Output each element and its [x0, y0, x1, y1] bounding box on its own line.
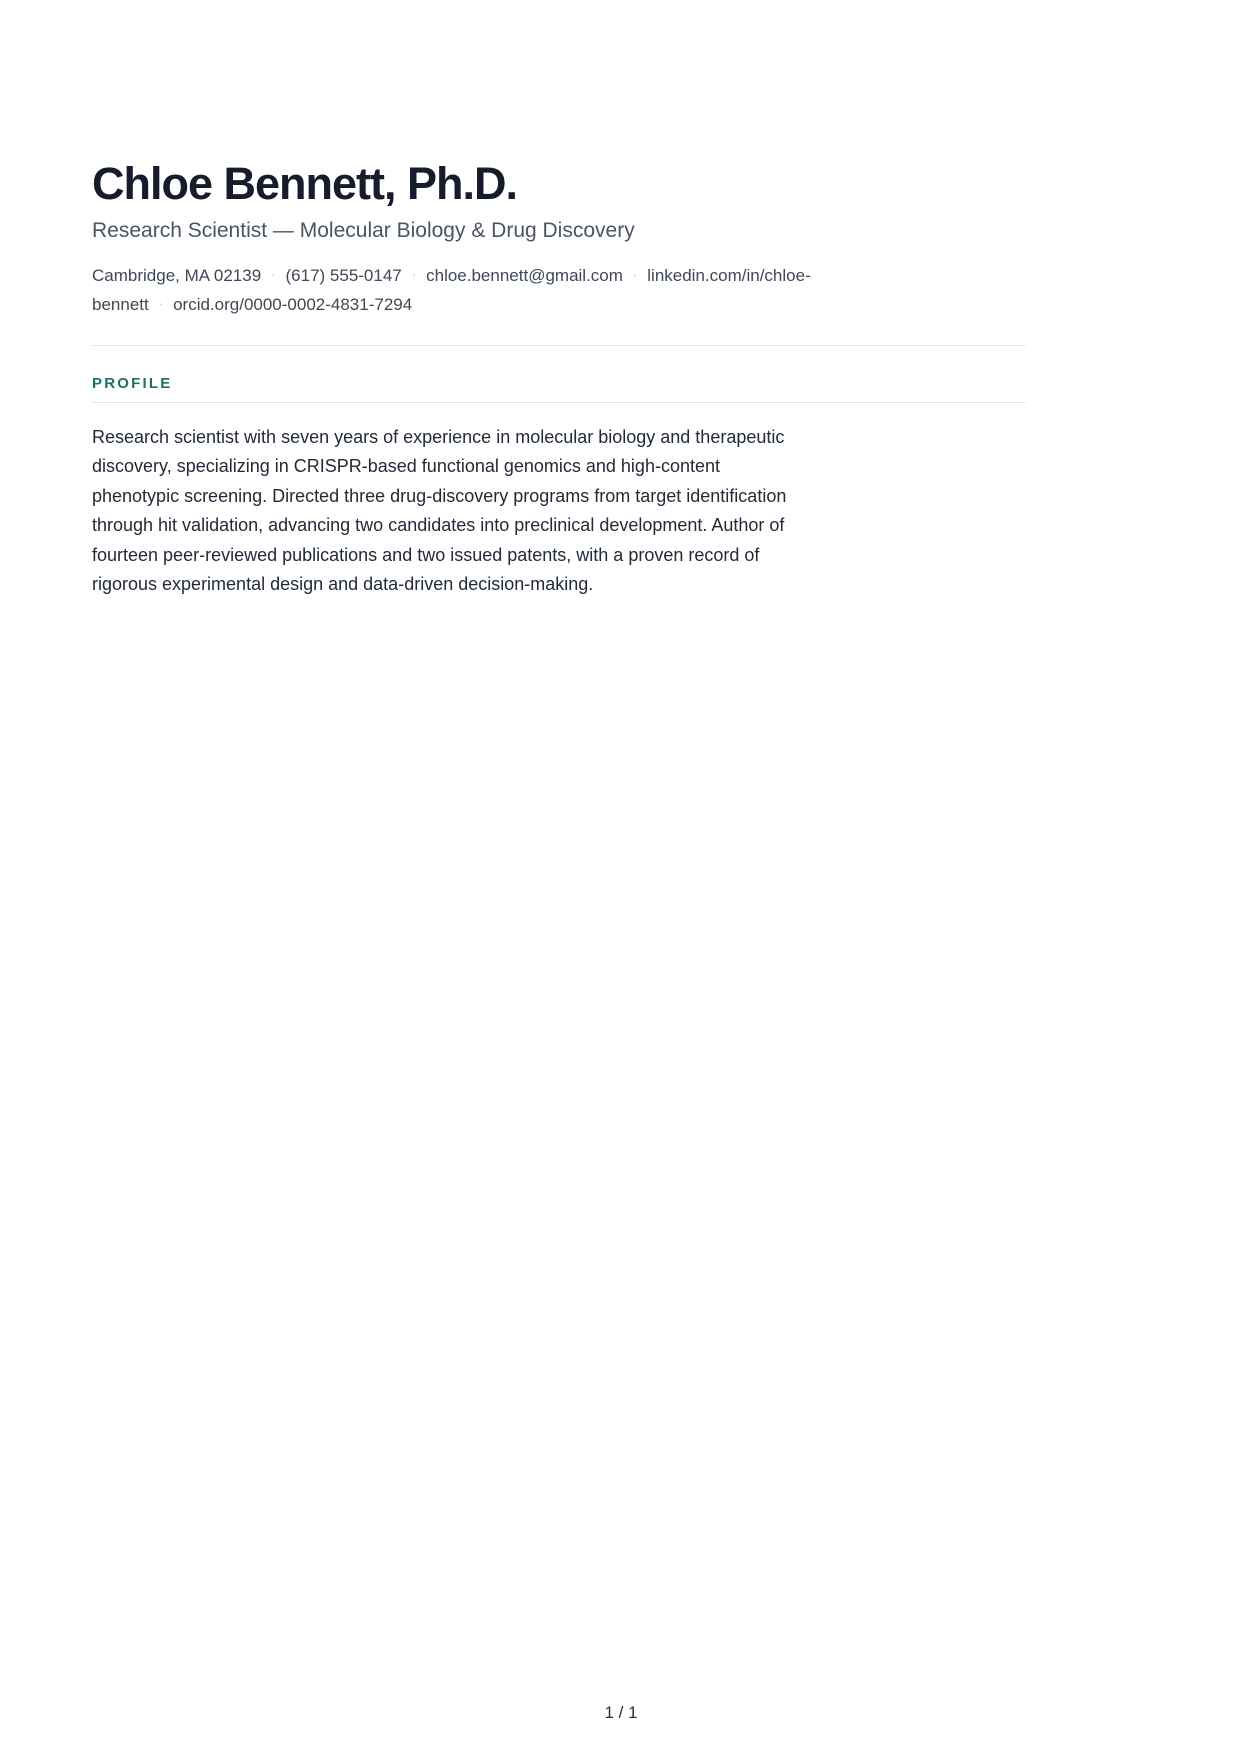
contact-separator: · — [411, 267, 417, 282]
page-number: 1 / 1 — [604, 1703, 638, 1722]
profile-heading: PROFILE — [92, 375, 1026, 403]
contact-separator: · — [158, 296, 164, 311]
contact-separator: · — [271, 267, 276, 282]
candidate-name: Chloe Bennett, Ph.D. — [92, 158, 518, 209]
candidate-title: Research Scientist — Molecular Biology & Drug Discovery — [92, 219, 635, 242]
contact-phone[interactable]: (617) 555-0147 — [285, 266, 402, 285]
contact-email[interactable]: chloe.bennett@gmail.com — [426, 266, 623, 285]
contact-separator: · — [632, 267, 638, 282]
resume-page — [92, 156, 1026, 617]
profile-text: Research scientist with seven years of experience in molecular biology and therapeutic discovery, specializing in CRISPR-based functional genomics and high-content phenotypic screening. Directed three drug-discovery programs from target identification through hit validation, advancing two candidates into preclinical development. Author of fourteen peer-reviewed publications and two issued patents, with a proven record of rigorous experimental design and data-driven decision-making. — [92, 427, 787, 595]
contact-orcid[interactable]: orcid.org/0000-0002-4831-7294 — [173, 295, 413, 314]
contact-linkedin[interactable]: linkedin.com/in/chloe-bennett — [92, 266, 811, 314]
contact-location: Cambridge, MA 02139 — [92, 266, 262, 285]
contact-info — [92, 261, 882, 319]
header-divider — [92, 345, 1026, 346]
